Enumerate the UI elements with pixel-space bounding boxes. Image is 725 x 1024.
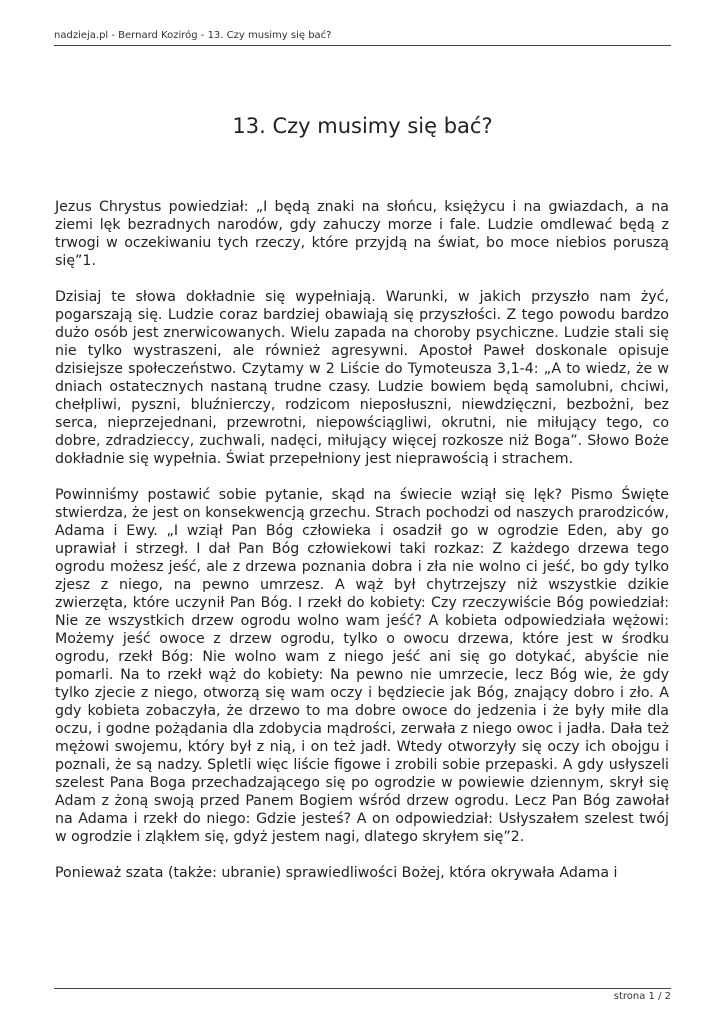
page-number: strona 1 / 2	[613, 991, 671, 1002]
header-divider	[54, 45, 671, 46]
footer-divider	[54, 988, 671, 989]
paragraph-4: Ponieważ szata (także: ubranie) sprawiedliwości Bożej, która okrywała Adama i	[55, 865, 618, 881]
article-body	[55, 198, 669, 900]
paragraph-2: Dzisiaj te słowa dokładnie się wypełniają. Warunki, w jakich przyszło nam żyć, pogarszają się. Ludzie coraz bardziej obawiają się przyszłości. Z tego powodu bardzo dużo osób jest znerwicowanych. Wielu zapada na choroby psychiczne. Ludzie stali się nie tylko wystraszeni, ale również agresywni. Apostoł Paweł doskonale opisuje dzisiejsze społeczeństwo. Czytamy w 2 Liście do Tymoteusza 3,1-4: „A to wiedz, że w dniach ostatecznych nastaną trudne czasy. Ludzie bowiem będą samolubni, chciwi, chełpliwi, pyszni, bluźnierczy, rodzicom nieposłuszni, niewdzięczni, bezbożni, bez serca, nieprzejednani, przewrotni, niepowściągliwi, okrutni, nie miłujący tego, co dobre, zdradzieccy, zuchwali, nadęci, miłujący więcej rozkosze niż Boga”. Słowo Boże dokładnie się wypełnia. Świat przepełniony jest nieprawością i strachem.	[55, 289, 669, 467]
paragraph-3: Powinniśmy postawić sobie pytanie, skąd na świecie wziął się lęk? Pismo Święte stwierdza, że jest on konsekwencją grzechu. Strach pochodzi od naszych prarodziców, Adama i Ewy. „I wziął Pan Bóg człowieka i osadził go w ogrodzie Eden, aby go uprawiał i strzegł. I dał Pan Bóg człowiekowi taki rozkaz: Z każdego drzewa tego ogrodu możesz jeść, ale z drzewa poznania dobra i zła nie wolno ci jeść, bo gdy tylko zjesz z niego, na pewno umrzesz. A wąż był chytrzejszy niż wszystkie dzikie zwierzęta, które uczynił Pan Bóg. I rzekł do kobiety: Czy rzeczywiście Bóg powiedział: Nie ze wszystkich drzew ogrodu wolno wam jeść? A kobieta odpowiedziała wężowi: Możemy jeść owoce z drzew ogrodu, tylko o owocu drzewa, które jest w środku ogrodu, rzekł Bóg: Nie wolno wam z niego jeść ani się go dotykać, abyście nie pomarli. Na to rzekł wąż do kobiety: Na pewno nie umrzecie, lecz Bóg wie, że gdy tylko zjecie z niego, otworzą się wam oczy i będziecie jak Bóg, znający dobro i zło. A gdy kobieta zobaczyła, że drzewo to ma dobre owoce do jedzenia i że były miłe dla oczu, i godne pożądania dla zdobycia mądrości, zerwała z niego owoc i jadła. Dała też mężowi swojemu, który był z nią, i on też jadł. Wtedy otworzyły się oczy ich obojgu i poznali, że są nadzy. Spletli więc liście figowe i zrobili sobie przepaski. A gdy usłyszeli szelest Pana Boga przechadzającego się po ogrodzie w powiewie dziennym, skrył się Adam z żoną swoją przed Panem Bogiem wśród drzew ogrodu. Lecz Pan Bóg zawołał na Adama i rzekł do niego: Gdzie jesteś? A on odpowiedział: Usłyszałem szelest twój w ogrodzie i zląkłem się, gdyż jestem nagi, dlatego skryłem się”2.	[55, 487, 669, 845]
paragraph-1: Jezus Chrystus powiedział: „I będą znaki na słońcu, księżycu i na gwiazdach, a na ziemi lęk bezradnych narodów, gdy zahuczy morze i fale. Ludzie omdlewać będą z trwogi w oczekiwaniu tych rzeczy, które przyjdą na świat, bo moce niebios poruszą się”1.	[55, 199, 669, 269]
page-title: 13. Czy musimy się bać?	[232, 114, 493, 138]
page-header: nadzieja.pl - Bernard Koziróg - 13. Czy musimy się bać?	[54, 30, 332, 41]
